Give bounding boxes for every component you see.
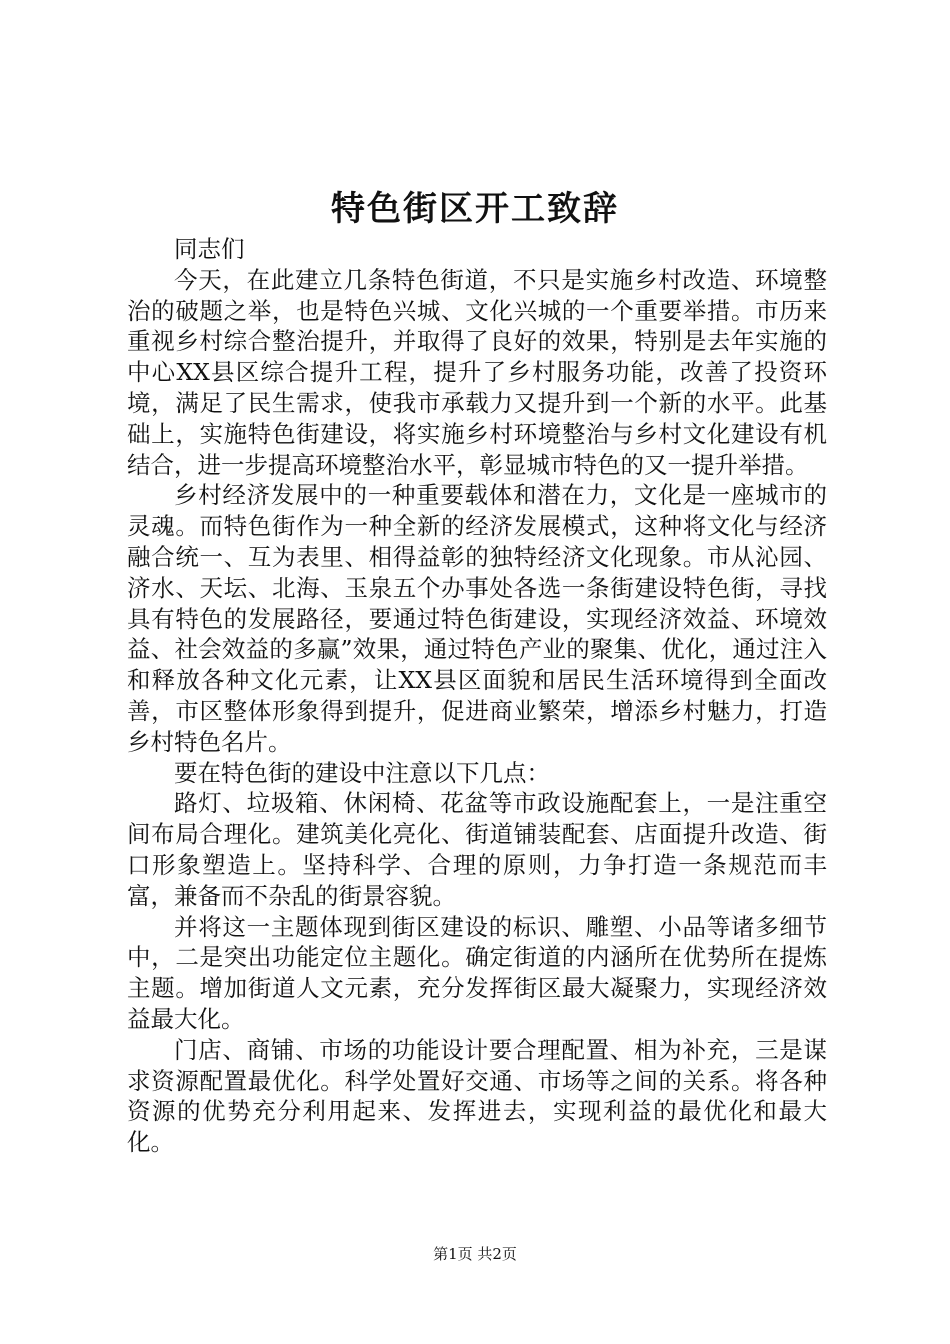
paragraph: 今天，在此建立几条特色街道，不只是实施乡村改造、环境整治的破题之举，也是特色兴城、文化兴城的一个重要举措。市历来重视乡村综合整治提升，并取得了良好的效果，特别是去年实施的中心XX县区综合提升工程，提升了乡村服务功能，改善了投资环境，满足了民生需求，使我市承载力又提升到一个新的水平。此基础上，实施特色街建设，将实施乡村环境整治与乡村文化建设有机结合，进一步提高环境整治水平，彰显城市特色的又一提升举措。: [127, 265, 827, 479]
paragraph: 门店、商铺、市场的功能设计要合理配置、相为补充，三是谋求资源配置最优化。科学处置好交通、市场等之间的关系。将各种资源的优势充分利用起来、发挥进去，实现利益的最优化和最大化。: [127, 1035, 827, 1157]
paragraph: 乡村经济发展中的一种重要载体和潜在力，文化是一座城市的灵魂。而特色街作为一种全新的经济发展模式，这种将文化与经济融合统一、互为表里、相得益彰的独特经济文化现象。市从沁园、济水、天坛、北海、玉泉五个办事处各选一条街建设特色街，寻找具有特色的发展路径，要通过特色街建设，实现经济效益、环境效益、社会效益的多赢”效果，通过特色产业的聚集、优化，通过注入和释放各种文化元素，让XX县区面貌和居民生活环境得到全面改善，市区整体形象得到提升，促进商业繁荣，增添乡村魅力，打造乡村特色名片。: [127, 481, 827, 756]
paragraph: 并将这一主题体现到街区建设的标识、雕塑、小品等诸多细节中，二是突出功能定位主题化。确定街道的内涵所在优势所在提炼主题。增加街道人文元素，充分发挥街区最大凝聚力，实现经济效益最大化。: [127, 912, 827, 1033]
paragraph: 要在特色街的建设中注意以下几点：: [174, 758, 550, 787]
document-title: 特色街区开工致辞: [331, 189, 619, 229]
document-body: [127, 234, 827, 1158]
paragraph: 路灯、垃圾箱、休闲椅、花盆等市政设施配套上，一是注重空间布局合理化。建筑美化亮化、街道铺装配套、店面提升改造、街口形象塑造上。坚持科学、合理的原则，力争打造一条规范而丰富，兼备而不杂乱的街景容貌。: [127, 789, 827, 910]
salutation: 同志们: [174, 235, 245, 263]
page-footer: 第1页 共2页: [433, 1245, 517, 1263]
